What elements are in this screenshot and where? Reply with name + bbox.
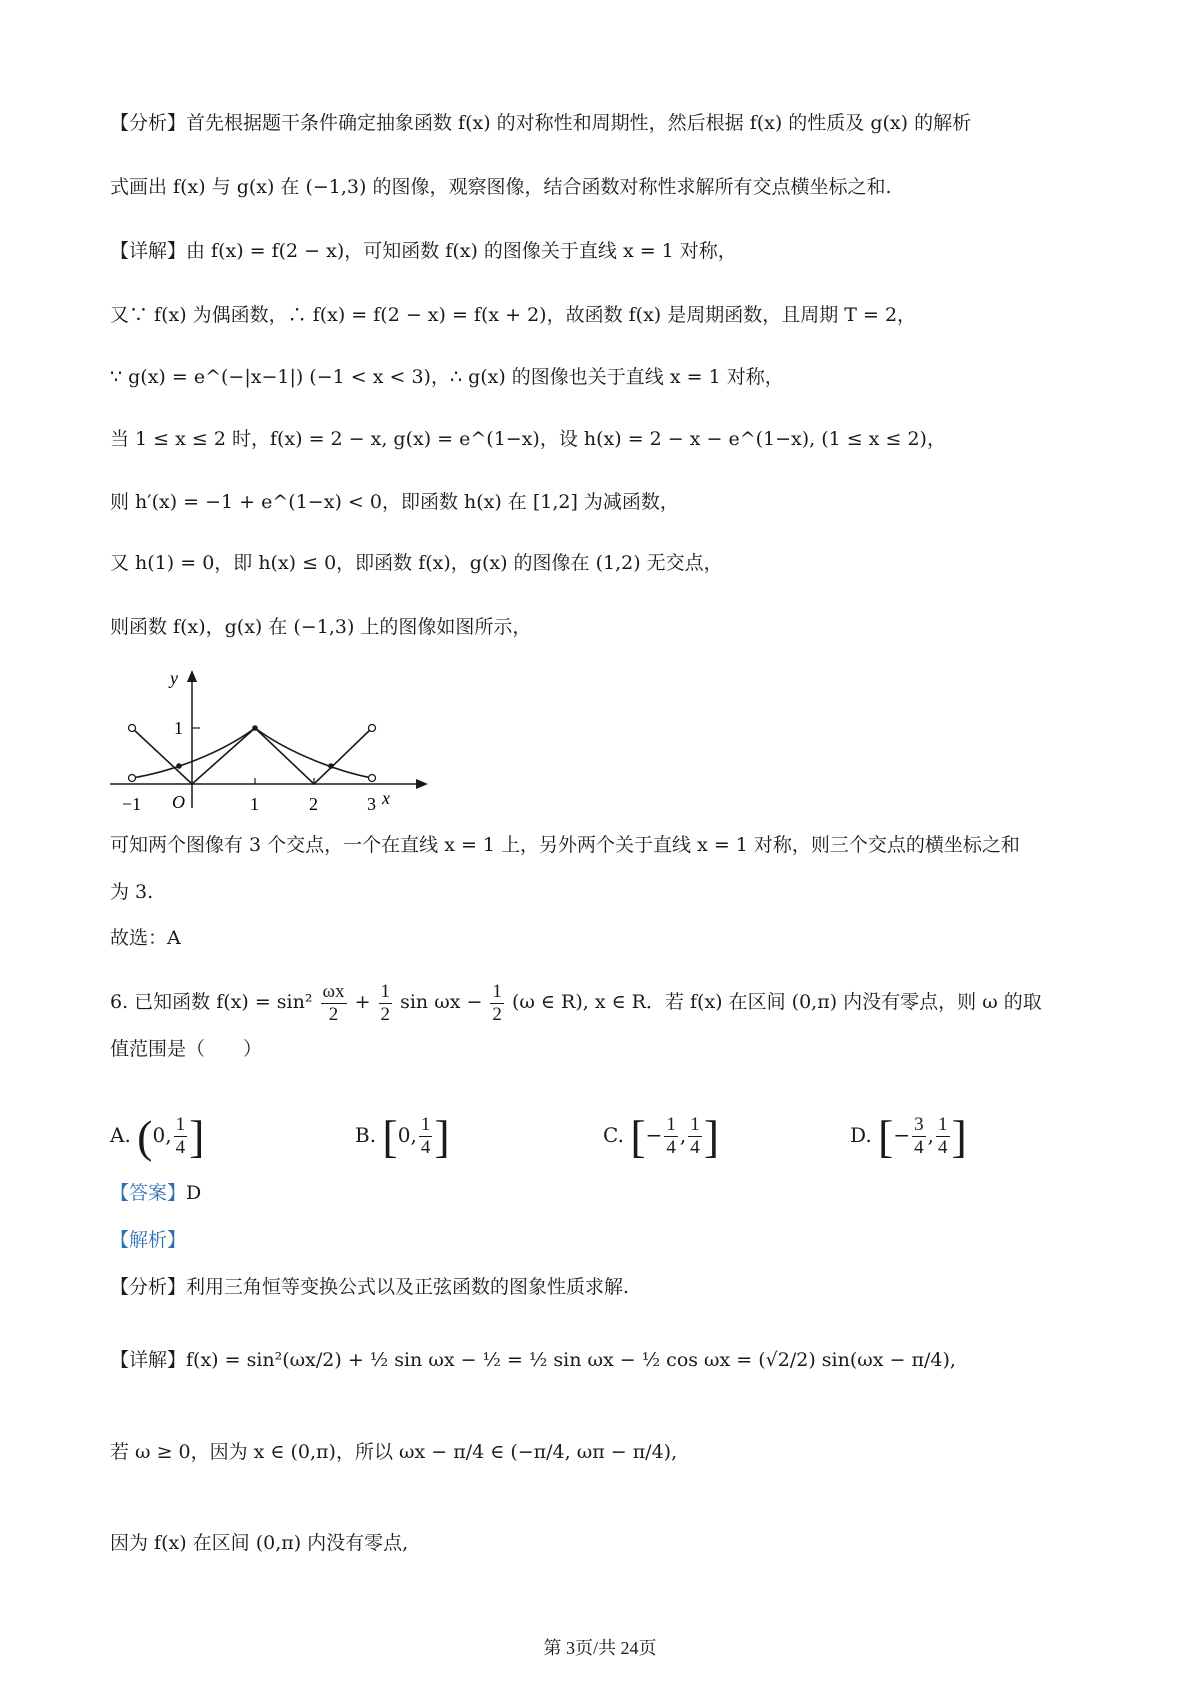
answer-label: 【答案】	[110, 1182, 187, 1204]
detail-line-4: 当 1 ≤ x ≤ 2 时，f(x) = 2 − x, g(x) = e^(1−x)，设 h(x) = 2 − x − e^(1−x), (1 ≤ x ≤ 2)，	[110, 428, 946, 450]
detail-line-2: 又∵ f(x) 为偶函数，∴ f(x) = f(2 − x) = f(x + 2)，故函数 f(x) 是周期函数，且周期 T = 2，	[110, 304, 917, 326]
g-graph	[132, 728, 372, 778]
detail-line-7: 则函数 f(x)，g(x) 在 (−1,3) 上的图像如图所示，	[110, 616, 532, 638]
q6-stem-part-d: (ω ∈ R), x ∈ R．若 f(x) 在区间 (0,π) 内没有零点，则 ω 的取	[511, 991, 1042, 1013]
q6-fraction-2: $\frac{1}{2}$	[380, 980, 391, 1025]
conclusion-line-2: 为 3.	[110, 881, 154, 903]
option-c: C. [− $\frac{1}{4}$ , $\frac{1}{4}$ ]	[603, 1111, 720, 1162]
question-6-stem-2: 值范围是（ ）	[110, 1038, 263, 1060]
q6-stem-part-c: sin ωx −	[400, 991, 483, 1013]
open-point-f-left	[129, 725, 136, 732]
x-tick-label-3: 3	[367, 794, 376, 814]
analysis-paragraph-1: 【分析】首先根据题干条件确定抽象函数 f(x) 的对称性和周期性，然后根据 f(x) 的性质及 g(x) 的解析	[110, 112, 972, 134]
analysis-paragraph-2: 式画出 f(x) 与 g(x) 在 (−1,3) 的图像，观察图像，结合函数对称性求解所有交点横坐标之和.	[110, 176, 892, 198]
intersection-left	[176, 763, 182, 769]
y-axis-label: y	[170, 668, 178, 688]
x-axis-arrow	[416, 779, 428, 789]
conclusion-line-1: 可知两个图像有 3 个交点，一个在直线 x = 1 上，另外两个关于直线 x = 1 对称，则三个交点的横坐标之和	[110, 834, 1020, 856]
q6-detail-2: 若 ω ≥ 0，因为 x ∈ (0,π)，所以 ωx − π/4 ∈ (−π/4, ωπ − π/4),	[110, 1441, 678, 1463]
answer-line	[110, 1178, 201, 1208]
q6-fraction-1: $\frac{\omega x}{2}$	[322, 980, 345, 1025]
intersection-mid	[252, 725, 258, 731]
detail-line-3: ∵ g(x) = e^(−|x−1|) (−1 < x < 3)，∴ g(x) 的图像也关于直线 x = 1 对称，	[110, 366, 784, 388]
open-point-f-right	[369, 725, 376, 732]
detail-line-5: 则 h′(x) = −1 + e^(1−x) < 0，即函数 h(x) 在 [1,2] 为减函数，	[110, 491, 679, 513]
y-axis-arrow	[187, 670, 197, 682]
open-point-g-left	[129, 775, 136, 782]
option-a: A. (0, $\frac{1}{4}$ ]	[110, 1111, 205, 1162]
x-tick-label-1: 1	[250, 794, 259, 814]
x-axis-label: x	[382, 788, 390, 808]
question-6-stem	[110, 975, 1042, 1029]
q6-stem-part-b: +	[354, 991, 371, 1013]
x-tick-label-neg1: −1	[122, 794, 142, 814]
q6-detail-3: 因为 f(x) 在区间 (0,π) 内没有零点,	[110, 1532, 409, 1554]
detail-line-1: 【详解】由 f(x) = f(2 − x)，可知函数 f(x) 的图像关于直线 x = 1 对称，	[110, 240, 737, 262]
q6-detail-1: 【详解】f(x) = sin²(ωx/2) + ½ sin ωx − ½ = ½ sin ωx − ½ cos ωx = (√2/2) sin(ωx − π/4),	[110, 1349, 956, 1371]
answer-value: D	[186, 1182, 202, 1204]
intersection-right	[328, 763, 334, 769]
page-footer: 第 3页/共 24页	[543, 1638, 657, 1658]
x-tick-label-2: 2	[309, 794, 318, 814]
q6-stem-part-a: 6. 已知函数 f(x) = sin²	[110, 991, 313, 1013]
function-graph	[110, 668, 440, 818]
open-point-g-right	[369, 775, 376, 782]
q6-analysis: 【分析】利用三角恒等变换公式以及正弦函数的图象性质求解.	[110, 1276, 630, 1298]
origin-label: O	[172, 792, 185, 812]
y-tick-label-1: 1	[174, 718, 183, 738]
analysis-label: 【解析】	[110, 1229, 187, 1251]
choice-line: 故选：A	[110, 927, 181, 949]
option-d: D. [− $\frac{3}{4}$ , $\frac{1}{4}$ ]	[850, 1111, 967, 1162]
f-graph	[132, 728, 372, 784]
option-b: B. [0, $\frac{1}{4}$ ]	[355, 1111, 450, 1162]
q6-fraction-3: $\frac{1}{2}$	[492, 980, 502, 1025]
detail-line-6: 又 h(1) = 0，即 h(x) ≤ 0，即函数 f(x)，g(x) 的图像在 (1,2) 无交点，	[110, 552, 723, 574]
